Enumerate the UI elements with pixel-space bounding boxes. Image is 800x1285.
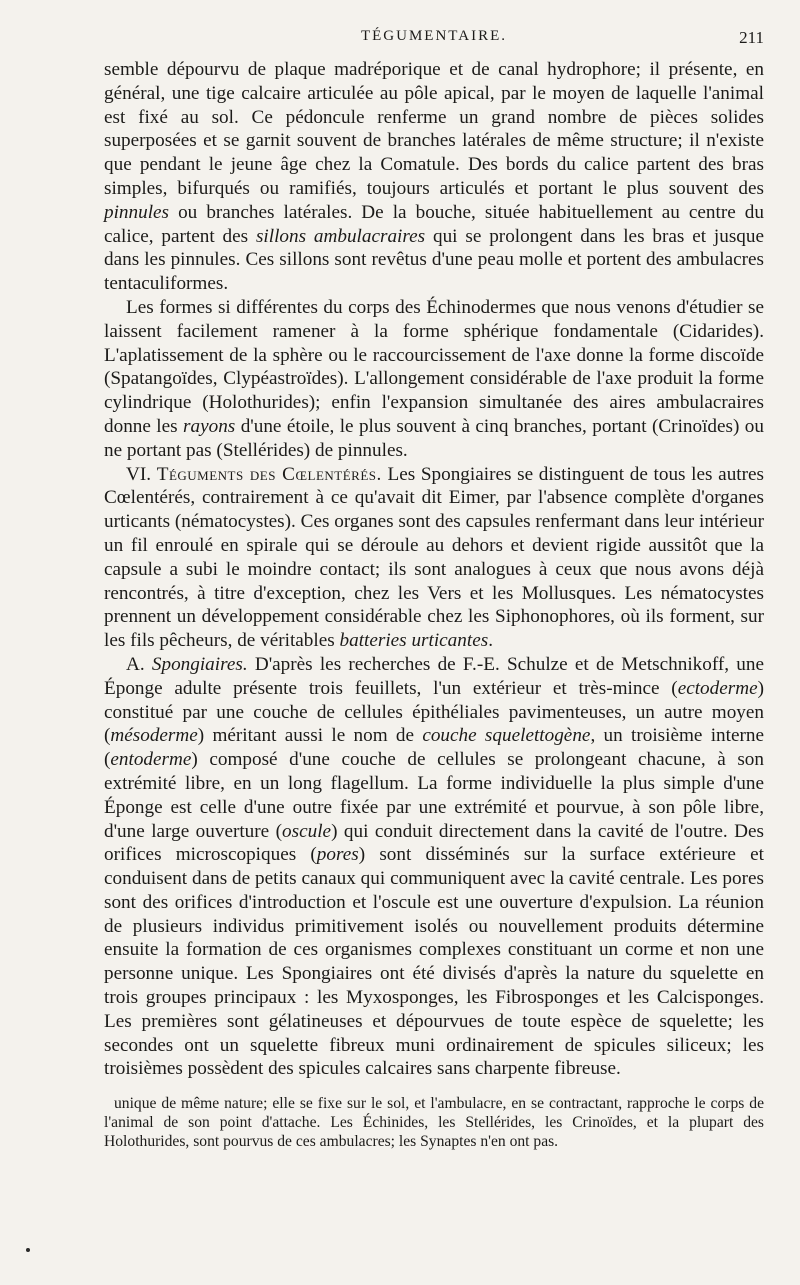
running-title: TÉGUMENTAIRE. (360, 28, 508, 44)
page-number: 211 (739, 28, 764, 47)
italic-term: sillons ambulacraires (255, 225, 426, 247)
paragraph-p3 (104, 463, 764, 653)
text-run: D'après les recherches de F.-E. Schulze et de Metschnikoff, une Éponge adulte présente trois feuillets, l'un extérieur et très-mince ( (104, 653, 765, 699)
text-run: VI. (126, 463, 157, 485)
ink-speck (26, 1248, 30, 1252)
text-run: , un troisième interne ( (104, 725, 764, 771)
paragraph-p2 (104, 296, 764, 463)
italic-term: oscule (282, 820, 332, 842)
footnote: unique de même nature; elle se fixe sur le sol, et l'ambulacre, en se contractant, rapproche le corps de l'animal de son point d'attache. Les Échinides, les Stellérides, les Crinoïdes, et la plupart des Holothurides, sont pourvus de ces ambulacres; les Synaptes n'en ont pas. (104, 1095, 764, 1150)
italic-term: couche squelettogène (422, 725, 591, 747)
italic-term: pinnules (104, 201, 170, 223)
italic-term: Spongiaires. (151, 653, 248, 675)
text-run: . (488, 630, 493, 652)
text-run: semble dépourvu de plaque madréporique et de canal hydrophore; il présente, en général, une tige calcaire articulée au pôle apical, par le moyen de laquelle l'animal est fixé au sol. Ce pédoncule renferme un grand nombre de pièces solides superposées et se garnit souvent de branches latérales de même structure; il n'existe que pendant le jeune âge chez la Comatule. Des bords du calice partent des bras simples, bifurqués ou ramifiés, toujours articulés et portant le plus souvent des (104, 59, 764, 199)
text-run: ) méritant aussi le nom de (197, 725, 423, 747)
italic-term: ectoderme (677, 677, 758, 699)
text-run: qui se prolongent dans les bras et jusque dans les pinnules. Ces sillons sont revêtus d'une peau molle et portent des ambulacres tentaculiformes. (104, 225, 765, 295)
italic-term: pores (316, 844, 359, 866)
italic-term: rayons (183, 415, 236, 437)
section-heading: Téguments des Cœlentérés. (156, 463, 382, 485)
text-run: d'une étoile, le plus souvent à cinq branches, portant (Crinoïdes) ou ne portant pas (Stellérides) de pinnules. (104, 415, 764, 461)
paragraph-p4 (104, 653, 764, 1081)
italic-term: mésoderme (110, 725, 198, 747)
text-run: ) composé d'une couche de cellules se prolongeant chacune, à son extrémité libre, en un long flagellum. La forme individuelle la plus simple d'une Éponge est celle d'une outre fixée par une extrémité et pourvue, à son pôle libre, d'une large ouverture ( (104, 749, 764, 842)
italic-term: entoderme (110, 749, 192, 771)
paragraph-p1 (104, 58, 764, 296)
text-run: ) sont disséminés sur la surface extérieure et conduisent dans de petits canaux qui communiquent avec la cavité centrale. Les pores sont des orifices d'introduction et l'oscule est une ouverture d'expulsion. La réunion de plusieurs individus primitivement isolés ou nouvellement produits détermine ensuite la formation de ces organismes complexes constituant un corme et non une personne unique. Les Spongiaires ont été divisés d'après la nature du squelette en trois groupes principaux : les Myxosponges, les Fibrosponges et les Calcisponges. Les premières sont gélatineuses et dépourvues de toute espèce de squelette; les secondes ont un squelette fibreux muni ordinairement de spicules siliceux; les troisièmes possèdent des spicules calcaires sans charpente fibreuse. (104, 844, 764, 1080)
text-run: ) qui conduit directement dans la cavité de l'outre. Des orifices microscopiques ( (104, 820, 764, 866)
text-run: Les Spongiaires se distinguent de tous les autres Cœlentérés, contrairement à ce qu'avait dit Eimer, par l'absence complète d'organes urticants (nématocystes). Ces organes sont des capsules renfermant dans leur intérieur un fil enroulé en spirale qui se déroule au dehors et devient rigide aussitôt que la capsule a subi le moindre contact; ils sont analogues à ceux que nous avons déjà rencontrés, à titre d'exception, chez les Vers et les Mollusques. Les nématocystes prennent un développement considérable chez les Siphonophores, où ils forment, sur les fils pêcheurs, de véritables (104, 463, 764, 652)
running-head (104, 22, 764, 48)
book-page (104, 22, 764, 1152)
text-run: Les formes si différentes du corps des Échinodermes que nous venons d'étudier se laissent facilement ramener à la forme sphérique fondamentale (Cidarides). L'aplatissement de la sphère ou le raccourcissement de l'axe donne la forme discoïde (Spatangoïdes, Clypéastroïdes). L'allongement considérable de l'axe produit la forme cylindrique (Holothurides); enfin l'expansion simultanée des aires ambulacraires donne les (104, 296, 764, 437)
italic-term: batteries urticantes (339, 630, 489, 652)
body-text (104, 58, 764, 1081)
text-run: ou branches latérales. De la bouche, située habituellement au centre du calice, partent des (104, 201, 764, 247)
text-run: A. (126, 653, 152, 675)
text-run: ) constitué par une couche de cellules épithéliales pavimenteuses, un autre moyen ( (104, 677, 764, 747)
